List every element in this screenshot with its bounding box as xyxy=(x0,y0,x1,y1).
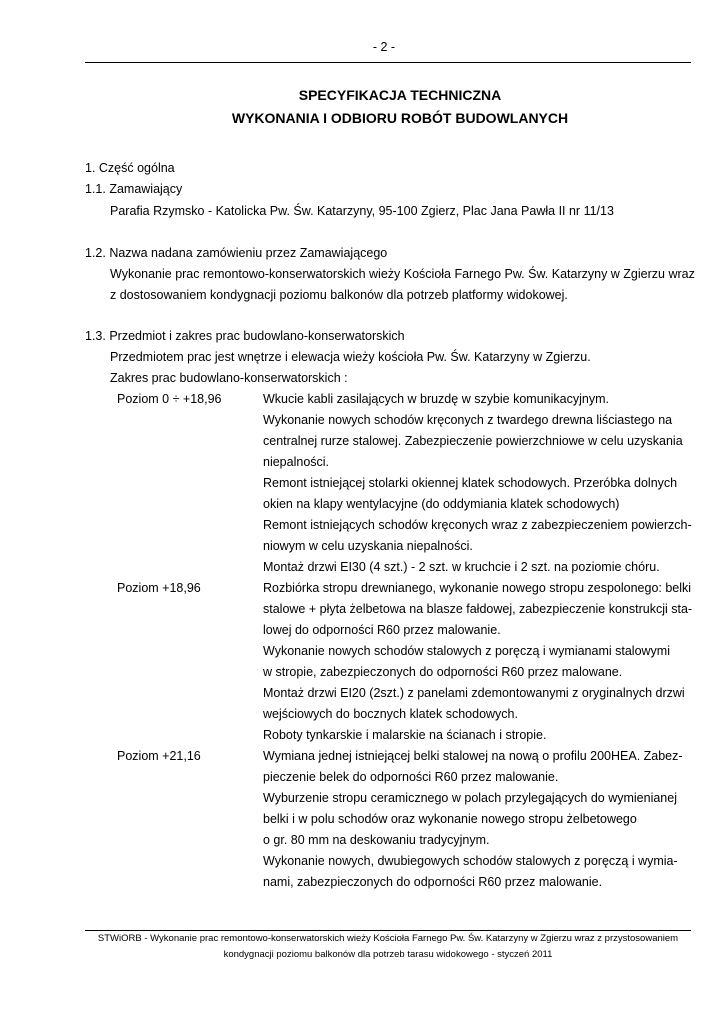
level-work-line: o gr. 80 mm na deskowaniu tradycyjnym. xyxy=(263,833,490,847)
level-work-line: w stropie, zabezpieczonych do odporności R60 przez malowane. xyxy=(263,665,623,679)
level-work-line: Remont istniejącej stolarki okiennej klatek schodowych. Przeróbka dolnych xyxy=(263,476,678,490)
section-1-2-heading: 1.2. Nazwa nadana zamówieniu przez Zamawiającego xyxy=(85,246,388,260)
level-work-line: okien na klapy wentylacyjne (do oddymiania klatek schodowych) xyxy=(263,497,620,511)
section-1-3-scope-label: Zakres prac budowlano-konserwatorskich : xyxy=(110,371,348,385)
level-work-line: pieczenie belek do odporności R60 przez malowanie. xyxy=(263,770,559,784)
level-work-line: lowej do odporności R60 przez malowanie. xyxy=(263,623,501,637)
level-work-line: Wyburzenie stropu ceramicznego w polach przylegających do wymienianej xyxy=(263,791,677,805)
level-label: Poziom 0 ÷ +18,96 xyxy=(117,392,222,406)
level-work-line: niowym w celu uzyskania niepalności. xyxy=(263,539,473,553)
level-work-line: Roboty tynkarskie i malarskie na ścianach i stropie. xyxy=(263,728,547,742)
level-work-line: niepalności. xyxy=(263,455,330,469)
document-title: SPECYFIKACJA TECHNICZNA xyxy=(298,87,502,103)
section-1-2-text-line: z dostosowaniem kondygnacji poziomu balkonów dla potrzeb platformy widokowej. xyxy=(110,288,568,302)
level-work-line: nami, zabezpieczonych do odporności R60 przez malowanie. xyxy=(263,875,603,889)
document-subtitle: WYKONANIA I ODBIORU ROBÓT BUDOWLANYCH xyxy=(231,110,569,126)
section-1-1-text: Parafia Rzymsko - Katolicka Pw. Św. Katarzyny, 95-100 Zgierz, Plac Jana Pawła II nr 11/13 xyxy=(110,204,614,218)
header-divider xyxy=(85,62,691,63)
level-work-line: belki i w polu schodów oraz wykonanie nowego stropu żelbetowego xyxy=(263,812,637,826)
level-work-line: Wykonanie nowych schodów kręconych z twardego drewna liściastego na xyxy=(263,413,673,427)
section-1-3-intro: Przedmiotem prac jest wnętrze i elewacja wieży kościoła Pw. Św. Katarzyny w Zgierzu. xyxy=(110,350,591,364)
level-work-line: wejściowych do bocznych klatek schodowych. xyxy=(263,707,518,721)
level-work-line: centralnej rurze stalowej. Zabezpieczenie powierzchniowe w celu uzyskania xyxy=(263,434,683,448)
footer-divider xyxy=(85,930,691,931)
section-1-1-heading: 1.1. Zamawiający xyxy=(85,182,183,196)
level-work-line: stalowe + płyta żelbetowa na blasze fałdowej, zabezpieczenie konstrukcji sta- xyxy=(263,602,693,616)
page-number: - 2 - xyxy=(372,40,396,54)
level-work-line: Rozbiórka stropu drewnianego, wykonanie nowego stropu zespolonego: belki xyxy=(263,581,692,595)
footer-line: STWiORB - Wykonanie prac remontowo-konserwatorskich wieży Kościoła Farnego Pw. Św. Katarzyny w Zgierzu wraz z przystosowaniem xyxy=(97,933,679,944)
section-1-heading: 1. Część ogólna xyxy=(85,161,175,175)
level-label: Poziom +18,96 xyxy=(117,581,201,595)
level-work-line: Wkucie kabli zasilających w bruzdę w szybie komunikacyjnym. xyxy=(263,392,609,406)
level-work-line: Wykonanie nowych, dwubiegowych schodów stalowych z poręczą i wymia- xyxy=(263,854,678,868)
level-work-line: Montaż drzwi EI30 (4 szt.) - 2 szt. w kruchcie i 2 szt. na poziomie chóru. xyxy=(263,560,660,574)
footer-line: kondygnacji poziomu balkonów dla potrzeb tarasu widokowego - styczeń 2011 xyxy=(223,949,553,960)
level-label: Poziom +21,16 xyxy=(117,749,201,763)
level-work-line: Wykonanie nowych schodów stalowych z poręczą i wymianami stalowymi xyxy=(263,644,670,658)
level-work-line: Montaż drzwi EI20 (2szt.) z panelami zdemontowanymi z oryginalnych drzwi xyxy=(263,686,685,700)
level-work-line: Remont istniejących schodów kręconych wraz z zabezpieczeniem powierzch- xyxy=(263,518,692,532)
section-1-3-heading: 1.3. Przedmiot i zakres prac budowlano-konserwatorskich xyxy=(85,329,405,343)
section-1-2-text-line: Wykonanie prac remontowo-konserwatorskich wieży Kościoła Farnego Pw. Św. Katarzyny w Zgierzu wraz xyxy=(110,267,695,281)
level-work-line: Wymiana jednej istniejącej belki stalowej na nową o profilu 200HEA. Zabez- xyxy=(263,749,683,763)
